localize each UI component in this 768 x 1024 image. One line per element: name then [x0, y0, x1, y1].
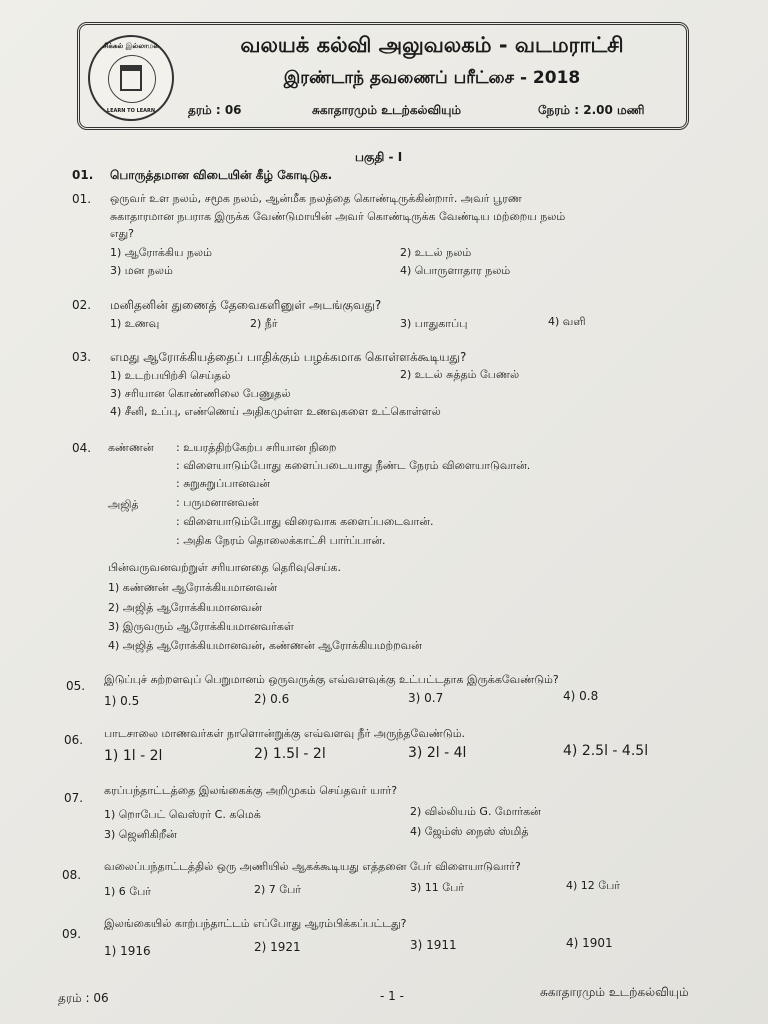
question-2-option-3: 3) பாதுகாப்பு [400, 317, 468, 330]
question-3-text: எமது ஆரோக்கியத்தைப் பாதிக்கும் பழக்கமாக கொள்ளக்கூடியது? [110, 350, 467, 364]
question-8-option-3: 3) 11 பேர் [410, 881, 465, 894]
subject-label: சுகாதாரமும் உடற்கல்வியும் [312, 103, 462, 117]
question-4-name-kannan: கண்ணன் [108, 441, 154, 454]
question-2-option-1: 1) உணவு [110, 317, 160, 330]
ajith-trait-3: : அதிக நேரம் தொலைக்காட்சி பார்ப்பான். [176, 534, 386, 547]
section-title: பகுதி - I [355, 150, 403, 164]
question-1-line-2: சுகாதாரமான நபராக இருக்க வேண்டுமாயின் அவர் கொண்டிருக்க வேண்டிய மற்றைய நலம் [110, 210, 566, 223]
question-5-option-2: 2) 0.6 [254, 692, 290, 706]
question-1-line-1: ஒருவர் உள நலம், சமூக நலம், ஆன்மீக நலத்தை கொண்டிருக்கின்றார். அவர் பூரண [110, 192, 522, 205]
question-6-text: பாடசாலை மாணவர்கள் நாளொன்றுக்கு எவ்வளவு நீர் அருந்தவேண்டும். [104, 727, 466, 740]
question-2-option-2: 2) நீர் [250, 317, 278, 330]
footer-page-number: - 1 - [380, 989, 404, 1003]
question-8-option-2: 2) 7 பேர் [254, 883, 302, 896]
kannan-trait-1: : உயரத்திற்கேற்ப சரியான நிறை [176, 441, 337, 454]
logo-bottom-text: LEARN TO LEARN [106, 108, 156, 114]
question-7-option-4: 4) ஜேம்ஸ் நைஸ் ஸ்மித் [410, 825, 529, 838]
question-4-option-4: 4) அஜித் ஆரோக்கியமானவன், கண்ணன் ஆரோக்கியமற்றவன் [108, 639, 422, 652]
question-6-option-2: 2) 1.5l - 2l [254, 746, 326, 762]
question-5-option-4: 4) 0.8 [563, 689, 599, 703]
question-1-line-3: எது? [110, 227, 134, 240]
book-icon [120, 65, 142, 91]
kannan-trait-2: : விளையாடும்போது களைப்படையாது நீண்ட நேரம் விளையாடுவான். [176, 459, 531, 472]
question-7-text: கரப்பந்தாட்டத்தை இலங்கைக்கு அறிமுகம் செய்தவர் யார்? [104, 784, 398, 797]
question-3-number: 03. [72, 350, 92, 364]
question-4-option-1: 1) கண்ணன் ஆரோக்கியமானவன் [108, 581, 278, 594]
question-7-option-3: 3) ஜெனிகிறீன் [104, 828, 177, 841]
question-1-option-4: 4) பொருளாதார நலம் [400, 264, 511, 277]
question-3-option-2: 2) உடல் சுத்தம் பேணல் [400, 368, 520, 381]
question-8-text: வலைப்பந்தாட்டத்தில் ஒரு அணியில் ஆகக்கூடியது எத்தனை பேர் விளையாடுவார்? [104, 860, 521, 873]
question-9-number: 09. [62, 927, 82, 941]
question-5-option-3: 3) 0.7 [408, 691, 444, 705]
question-5-text: இடுப்புச் சுற்றளவுப் பெறுமானம் ஒருவருக்கு எவ்வளவுக்கு உட்பட்டதாக இருக்கவேண்டும்? [104, 673, 559, 686]
question-4-prompt: பின்வருவனவற்றுள் சரியானதை தெரிவுசெய்க. [108, 561, 341, 574]
question-1-number: 01. [72, 192, 92, 206]
question-1-option-3: 3) மன நலம் [110, 264, 173, 277]
logo-top-text: சிக்கல் இல்லாமல் [102, 42, 160, 50]
question-5-number: 05. [66, 679, 86, 693]
footer-subject: சுகாதாரமும் உடற்கல்வியும் [540, 985, 689, 999]
question-4-number: 04. [72, 441, 92, 455]
question-7-option-2: 2) வில்லியம் G. மோர்கன் [410, 805, 541, 818]
question-1-option-2: 2) உடல் நலம் [400, 246, 472, 259]
question-9-text: இலங்கையில் காற்பந்தாட்டம் எப்போது ஆரம்பிக்கப்பட்டது? [104, 917, 407, 930]
question-9-option-1: 1) 1916 [104, 944, 151, 958]
question-3-option-4: 4) சீனி, உப்பு, எண்ணெய் அதிகமுள்ள உணவுகளை உட்கொள்ளல் [110, 405, 441, 418]
exam-header [77, 22, 689, 130]
question-2-text: மனிதனின் துணைத் தேவைகளினுள் அடங்குவது? [110, 298, 382, 312]
question-9-option-2: 2) 1921 [254, 940, 301, 954]
question-3-option-3: 3) சரியான கொண்ணிலை பேணுதல் [110, 387, 291, 400]
question-1-option-1: 1) ஆரோக்கிய நலம் [110, 246, 212, 259]
ajith-trait-1: : பருமனானவன் [176, 496, 259, 509]
office-title: வலயக் கல்வி அலுவலகம் - வடமராட்சி [240, 33, 624, 57]
question-4-option-2: 2) அஜித் ஆரோக்கியமானவன் [108, 601, 262, 614]
question-2-number: 02. [72, 298, 92, 312]
question-8-option-4: 4) 12 பேர் [566, 879, 621, 892]
ajith-trait-2: : விளையாடும்போது விரைவாக களைப்படைவான். [176, 515, 434, 528]
question-7-number: 07. [64, 791, 84, 805]
question-6-option-1: 1) 1l - 2l [104, 748, 163, 764]
question-4-option-3: 3) இருவரும் ஆரோக்கியமானவர்கள் [108, 620, 294, 633]
question-6-number: 06. [64, 733, 84, 747]
question-2-option-4: 4) வளி [548, 315, 586, 328]
instruction-number: 01. [72, 168, 94, 182]
question-9-option-4: 4) 1901 [566, 936, 613, 950]
question-9-option-3: 3) 1911 [410, 938, 457, 952]
question-3-option-1: 1) உடற்பயிற்சி செய்தல் [110, 369, 231, 382]
question-6-option-3: 3) 2l - 4l [408, 745, 467, 761]
instruction-text: பொருத்தமான விடையின் கீழ் கோடிடுக. [110, 168, 333, 182]
zonal-office-logo [88, 35, 174, 121]
question-4-name-ajith: அஜித் [108, 498, 139, 511]
grade-label: தரம் : 06 [188, 103, 242, 117]
question-6-option-4: 4) 2.5l - 4.5l [563, 743, 649, 759]
time-label: நேரம் : 2.00 மணி [538, 103, 645, 117]
question-8-number: 08. [62, 868, 82, 882]
question-7-option-1: 1) றொபேட் வெஸ்ரர் C. கமெக் [104, 808, 261, 821]
question-8-option-1: 1) 6 பேர் [104, 885, 152, 898]
exam-title: இரண்டாந் தவணைப் பரீட்சை - 2018 [283, 68, 581, 88]
question-5-option-1: 1) 0.5 [104, 694, 140, 708]
footer-grade: தரம் : 06 [58, 991, 109, 1005]
kannan-trait-3: : சுறுசுறுப்பானவன் [176, 477, 270, 490]
